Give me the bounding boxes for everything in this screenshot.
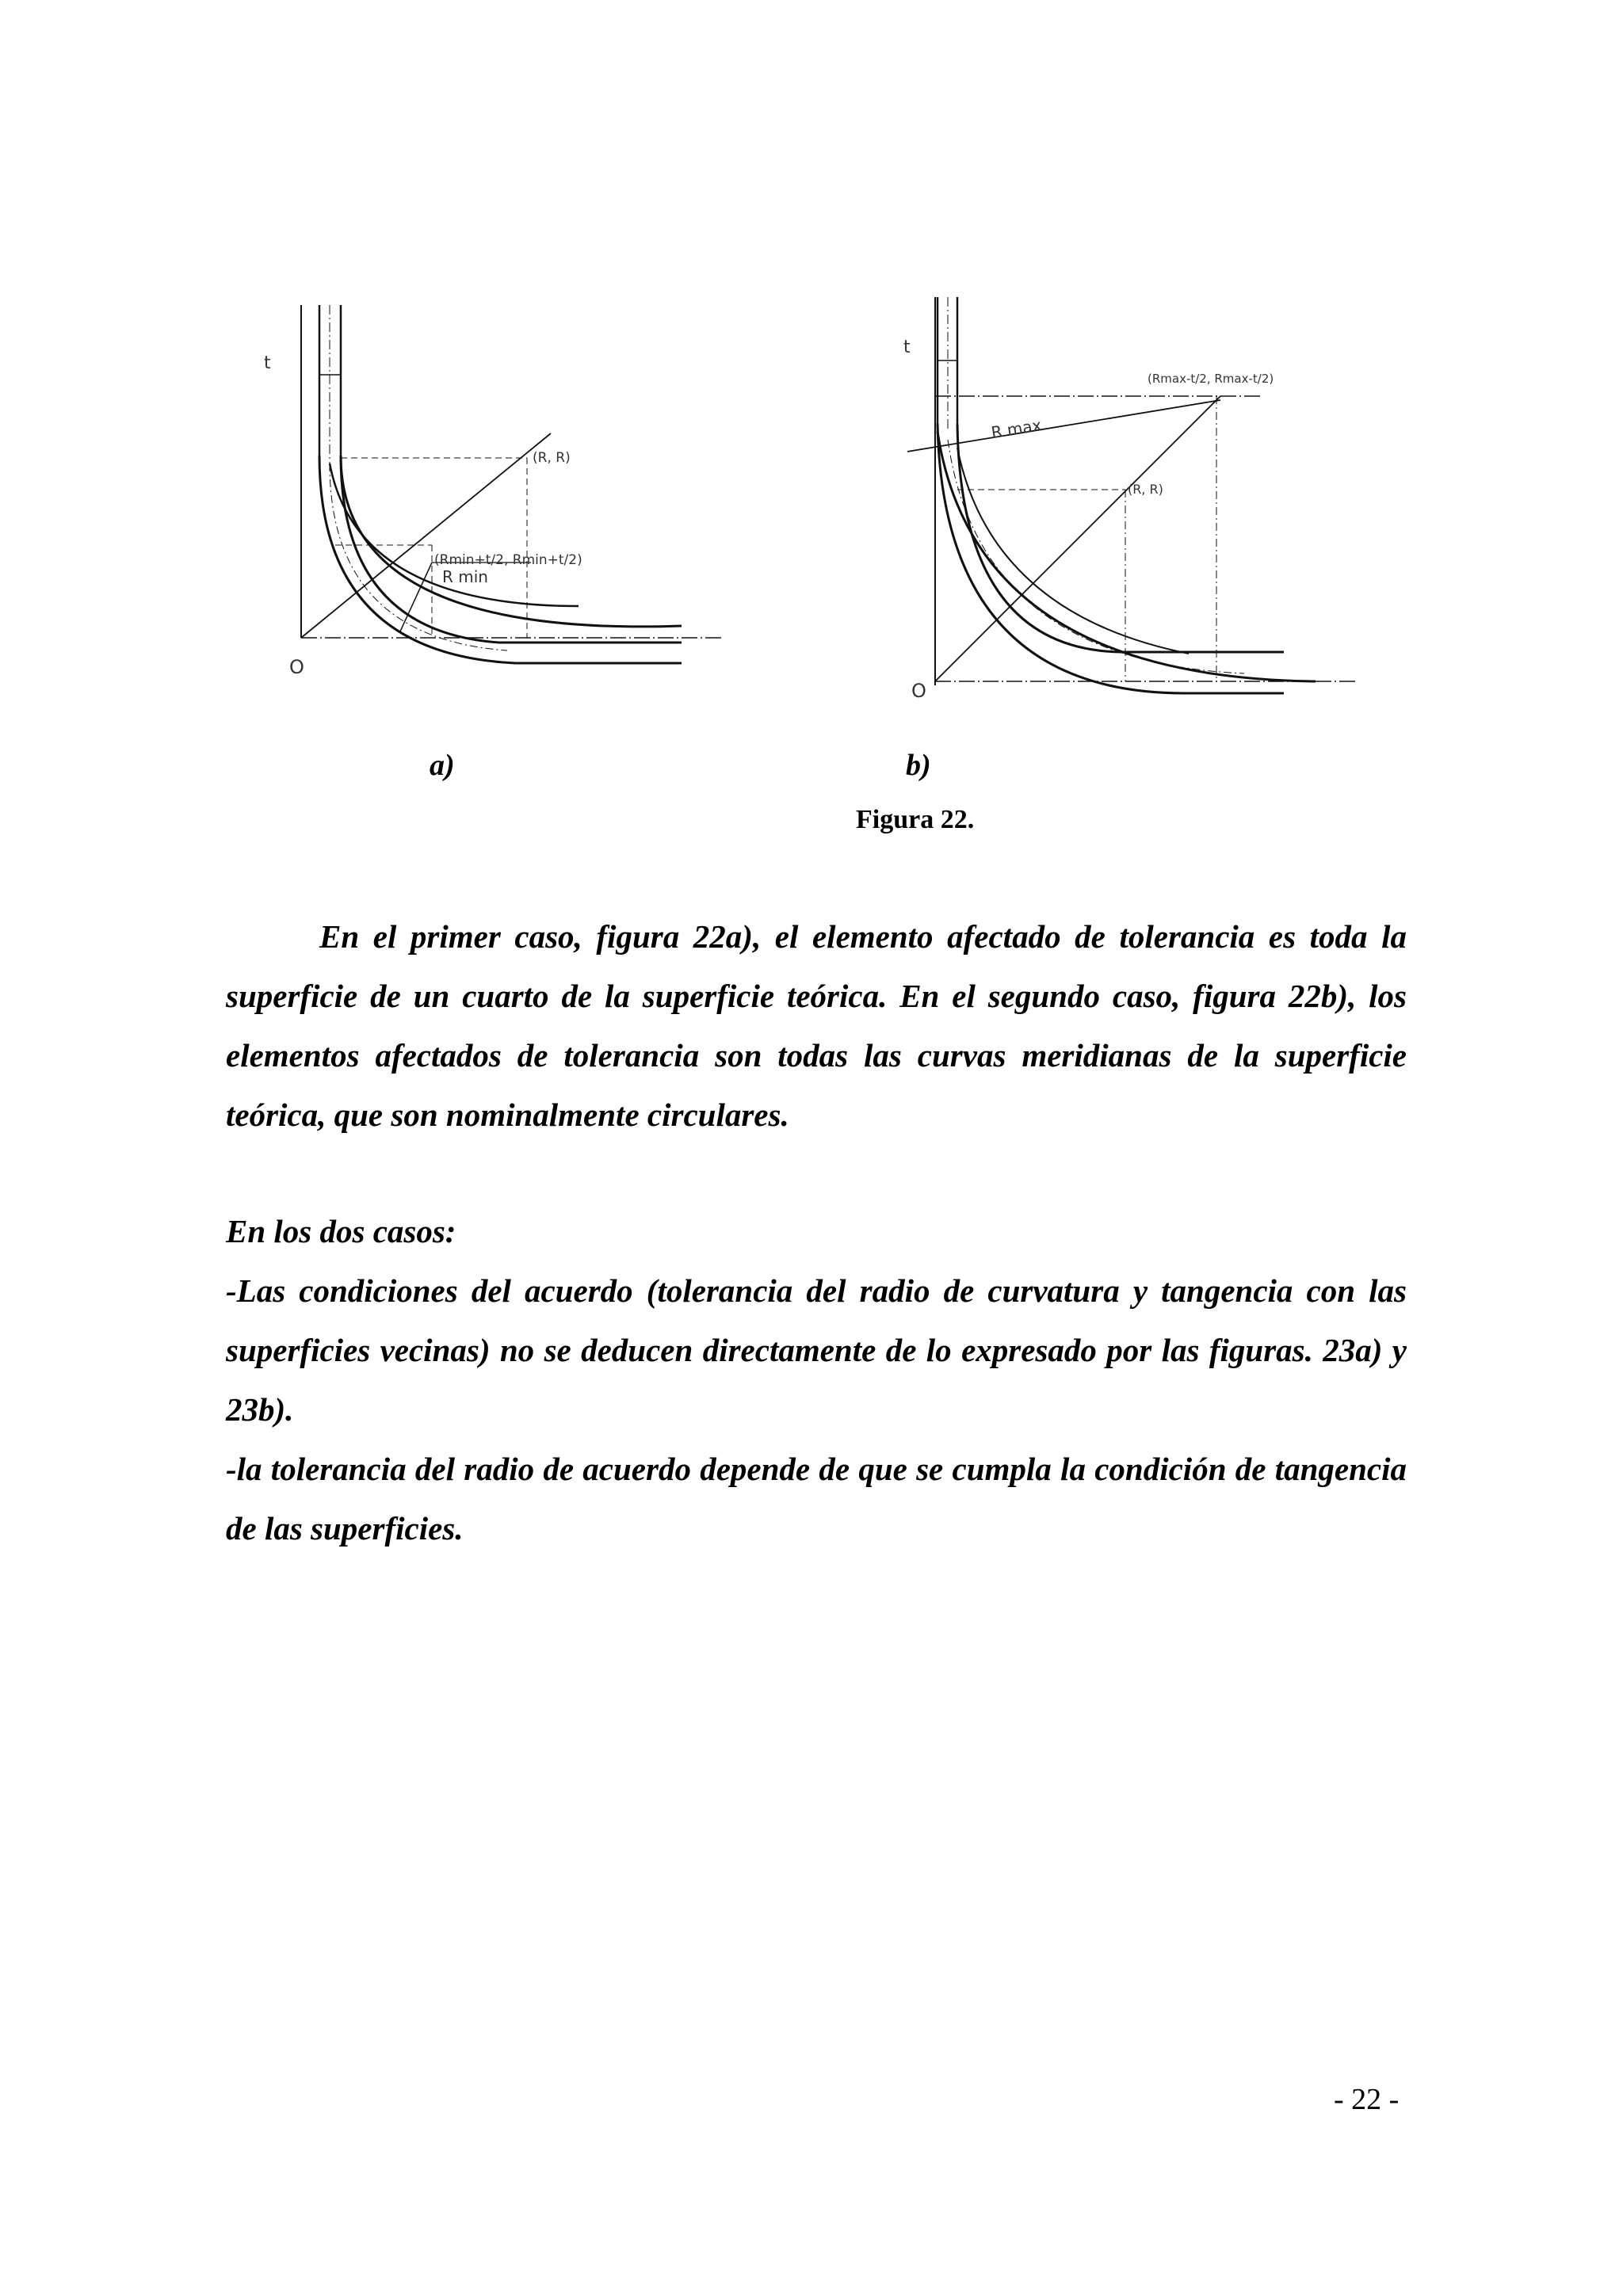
paragraph-2-heading: En los dos casos: bbox=[226, 1213, 456, 1249]
figure-22a-diagram bbox=[238, 289, 729, 717]
figure-22b-diagram bbox=[872, 289, 1395, 733]
figure-a-label-origin: O bbox=[289, 656, 304, 678]
figure-22b bbox=[872, 289, 1395, 733]
figure-a-label-point: (Rmin+t/2, Rmin+t/2) bbox=[434, 552, 582, 568]
paragraph-2-item-2: -la tolerancia del radio de acuerdo depende de que se cumpla la condición de tangencia de las superficies. bbox=[226, 1451, 1407, 1547]
figure-a-label-rr: (R, R) bbox=[533, 450, 571, 466]
figure-a-label-t: t bbox=[264, 353, 271, 373]
figure-b-label-radius: R max bbox=[990, 415, 1043, 442]
paragraph-1 bbox=[226, 907, 1407, 1145]
figure-22a bbox=[238, 289, 729, 717]
figure-a-label-radius: R min bbox=[442, 567, 488, 586]
figure-caption: Figura 22. bbox=[856, 805, 975, 834]
figure-a-sublabel: a) bbox=[430, 749, 455, 782]
paragraph-1-text: En el primer caso, figura 22a), el elemento afectado de tolerancia es toda la superficie de un cuarto de la superficie teórica. En el segundo caso, figura 22b), los elementos afectados de tolerancia son todas las curvas meridianas de la superficie teórica, que son nominalmente circulares. bbox=[226, 918, 1407, 1133]
figure-b-label-origin: O bbox=[911, 680, 926, 702]
paragraph-2-item-1: -Las condiciones del acuerdo (tolerancia del radio de curvatura y tangencia con las superficies vecinas) no se deducen directamente de lo expresado por las figuras. 23a) y 23b). bbox=[226, 1272, 1407, 1428]
page-number: - 22 - bbox=[1334, 2083, 1400, 2116]
figure-b-label-rr: (R, R) bbox=[1128, 482, 1163, 497]
figure-b-label-point: (Rmax-t/2, Rmax-t/2) bbox=[1148, 372, 1274, 386]
figure-b-sublabel: b) bbox=[906, 749, 931, 782]
figure-b-label-t: t bbox=[903, 338, 911, 357]
paragraph-2 bbox=[226, 1202, 1407, 1558]
